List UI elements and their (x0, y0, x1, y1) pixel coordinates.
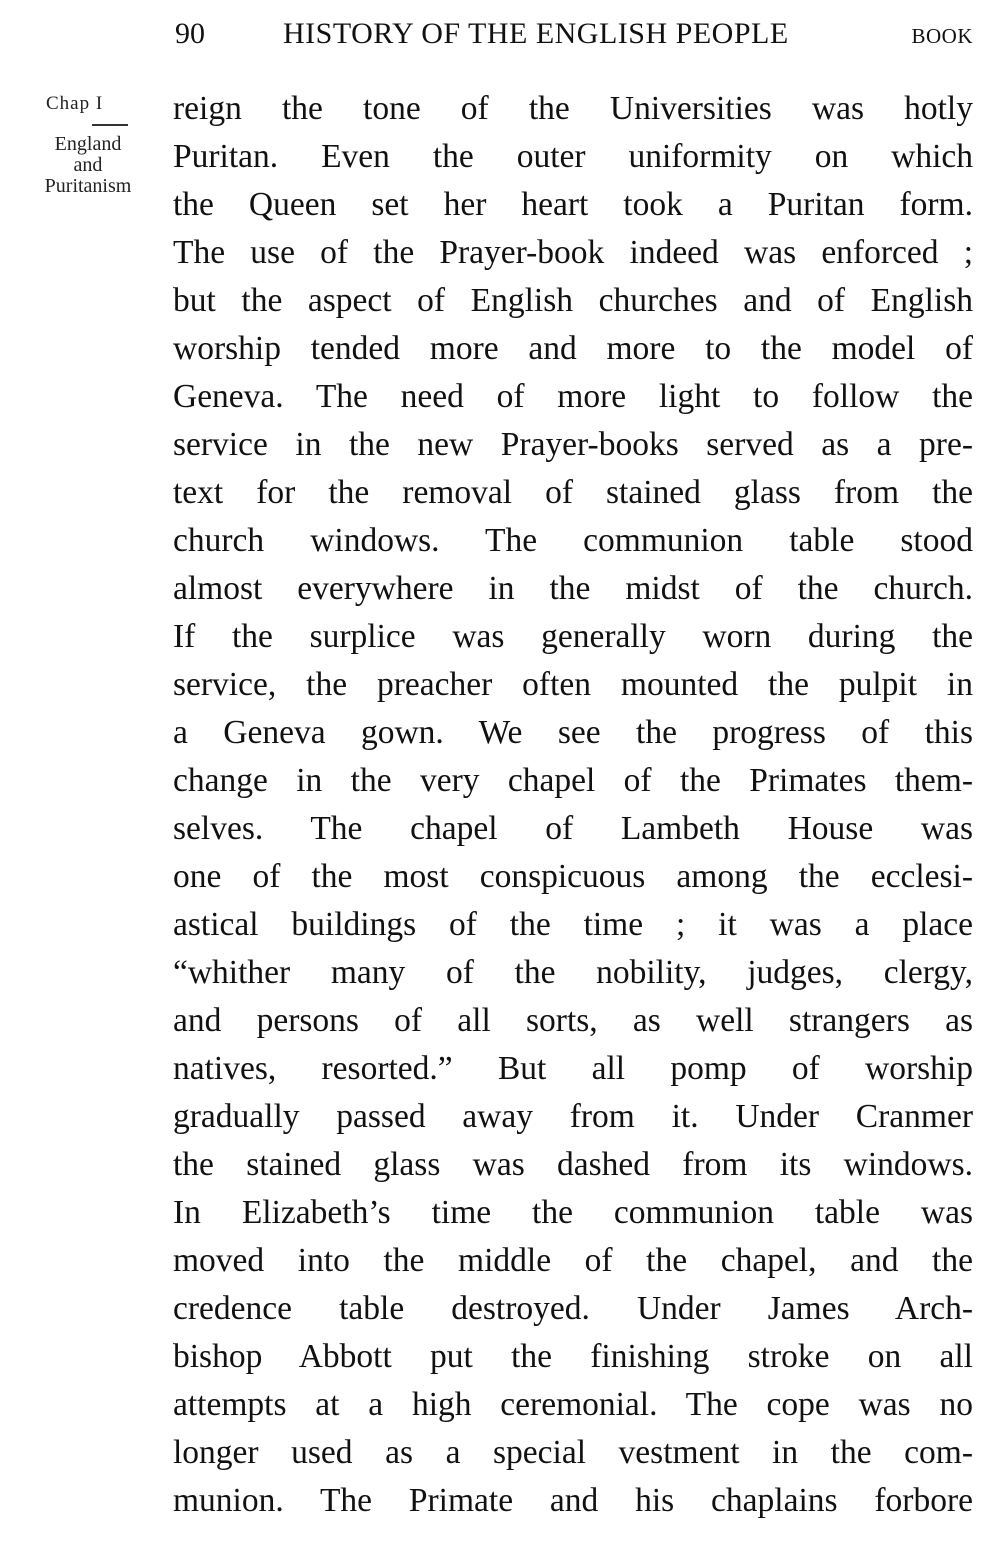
book-label: BOOK (911, 24, 973, 48)
page-number: 90 (175, 17, 205, 50)
text-line: the Queen set her heart took a Puritan form. (173, 186, 973, 223)
text-line: longer used as a special vestment in the com- (173, 1434, 973, 1471)
text-line: “whither many of the nobility, judges, clergy, (173, 954, 973, 991)
margin-sidenote (18, 92, 158, 197)
text-line: church windows. The communion table stood (173, 522, 973, 559)
text-line: natives, resorted.” But all pomp of worship (173, 1050, 973, 1087)
text-line: credence table destroyed. Under James Arch- (173, 1290, 973, 1327)
text-line: selves. The chapel of Lambeth House was (173, 810, 973, 847)
text-line: but the aspect of English churches and of English (173, 282, 973, 319)
text-line: and persons of all sorts, as well strangers as (173, 1002, 973, 1039)
text-line: bishop Abbott put the finishing stroke on all (173, 1338, 973, 1375)
text-line: a Geneva gown. We see the progress of this (173, 714, 973, 751)
text-line: munion. The Primate and his chaplains forbore (173, 1482, 973, 1519)
text-line: In Elizabeth’s time the communion table was (173, 1194, 973, 1231)
text-line: text for the removal of stained glass from the (173, 474, 973, 511)
text-line: almost everywhere in the midst of the church. (173, 570, 973, 607)
topic-line: and (73, 154, 103, 176)
text-line: Puritan. Even the outer uniformity on which (173, 138, 973, 175)
sidenote-rule (92, 124, 128, 126)
text-line: Geneva. The need of more light to follow the (173, 378, 973, 415)
text-line: worship tended more and more to the model of (173, 330, 973, 367)
topic-line: England (54, 133, 122, 155)
text-line: the stained glass was dashed from its windows. (173, 1146, 973, 1183)
text-line: If the surplice was generally worn during the (173, 618, 973, 655)
running-head (175, 14, 973, 54)
text-line: one of the most conspicuous among the ecclesi- (173, 858, 973, 895)
body-text (173, 85, 973, 1525)
running-title: HISTORY OF THE ENGLISH PEOPLE (283, 17, 789, 50)
text-line: attempts at a high ceremonial. The cope was no (173, 1386, 973, 1423)
chapter-label: Chap I (46, 93, 104, 114)
topic-line: Puritanism (44, 175, 132, 197)
text-line: moved into the middle of the chapel, and the (173, 1242, 973, 1279)
text-line: The use of the Prayer-book indeed was enforced ; (173, 234, 973, 271)
text-line: astical buildings of the time ; it was a place (173, 906, 973, 943)
text-line: change in the very chapel of the Primates them- (173, 762, 973, 799)
text-line: reign the tone of the Universities was hotly (173, 90, 973, 127)
text-line: gradually passed away from it. Under Cranmer (173, 1098, 973, 1135)
text-line: service, the preacher often mounted the pulpit in (173, 666, 973, 703)
text-line: service in the new Prayer-books served as a pre- (173, 426, 973, 463)
